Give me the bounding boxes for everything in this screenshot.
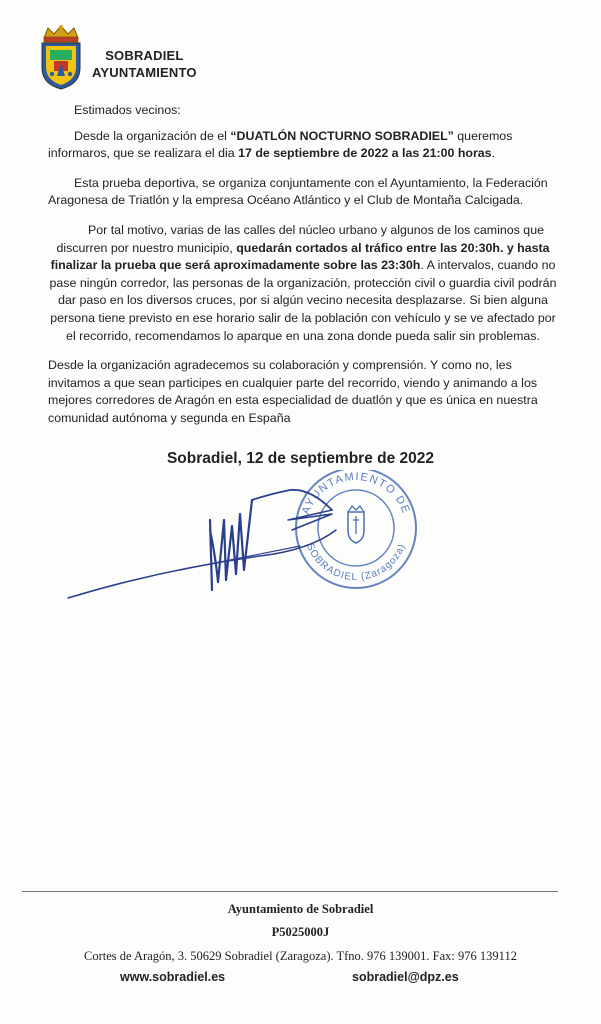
footer-divider [22, 891, 558, 892]
p1-text-a: Desde la organización de el [74, 128, 231, 143]
footer-cif: P5025000J [271, 925, 330, 939]
org-name-line2: AYUNTAMIENTO [92, 65, 197, 80]
footer-links [0, 970, 601, 992]
p1-text-c: queremos informaros, que se realizara el dia [48, 128, 513, 161]
road-closure-notice: quedarán cortados al tráfico entre las 20:30h. y hasta finalizar la prueba que será aproximadamente sobre las 23:30h [50, 240, 550, 273]
seal-bottom-text: SOBRADIEL (Zaragoza) [303, 541, 409, 584]
p1-text-e: . [491, 146, 496, 161]
coat-of-arms-icon [36, 24, 86, 90]
signature-and-seal [60, 470, 440, 610]
footer-address: Cortes de Aragón, 3. 50629 Sobradiel (Zaragoza). Tfno. 976 139001. Fax: 976 139112 [84, 949, 517, 963]
org-name [92, 47, 197, 81]
paragraph-3 [48, 222, 558, 345]
footer-org-name: Ayuntamiento de Sobradiel [227, 902, 374, 916]
date-line: Sobradiel, 12 de septiembre de 2022 [166, 450, 435, 467]
p3-text-a: Por tal motivo, varias de las calles del núcleo urbano y algunos de los caminos que discurren por nuestro municipio, [56, 222, 544, 255]
official-seal-icon [296, 470, 416, 588]
seal-top-text: AYUNTAMIENTO DE [299, 470, 413, 517]
paragraph-1 [48, 128, 558, 163]
p3-text-c: . A intervalos, cuando no pase ningún corredor, las personas de la organización, protección civil o guardia civil podrán dar paso en los diversos cruces, por si algún vecino necesita desplazarse. Si bien alguna persona tiene previsto en ese horario salir de la población con vehículo y se ve afectado por el recorrido, recomendamos lo aparque en una zona donde pueda salir sin problemas. [49, 258, 557, 343]
paragraph-2: Esta prueba deportiva, se organiza conjuntamente con el Ayuntamiento, la Federación Aragonesa de Triatlón y la empresa Océano Atlántico y el Club de Montaña Calcigada. [48, 175, 548, 208]
event-datetime: 17 de septiembre de 2022 a las 21:00 horas [238, 146, 492, 161]
greeting: Estimados vecinos: [74, 103, 181, 117]
footer [0, 899, 601, 967]
website-link[interactable]: www.sobradiel.es [120, 970, 226, 984]
signature-icon [68, 490, 336, 598]
event-name: “DUATLÓN NOCTURNO SOBRADIEL” [230, 128, 454, 143]
email-link[interactable]: sobradiel@dpz.es [352, 970, 459, 984]
org-name-line1: SOBRADIEL [105, 48, 184, 63]
paragraph-4: Desde la organización agradecemos su colaboración y comprensión. Y como no, les invitamos a que sean participes en cualquier parte del recorrido, viendo y animando a los mejores corredores de Aragón en esta especialidad de duatlón y que es única en nuestra comunidad autónoma y segunda en España [48, 358, 538, 425]
letter-body [48, 102, 558, 440]
